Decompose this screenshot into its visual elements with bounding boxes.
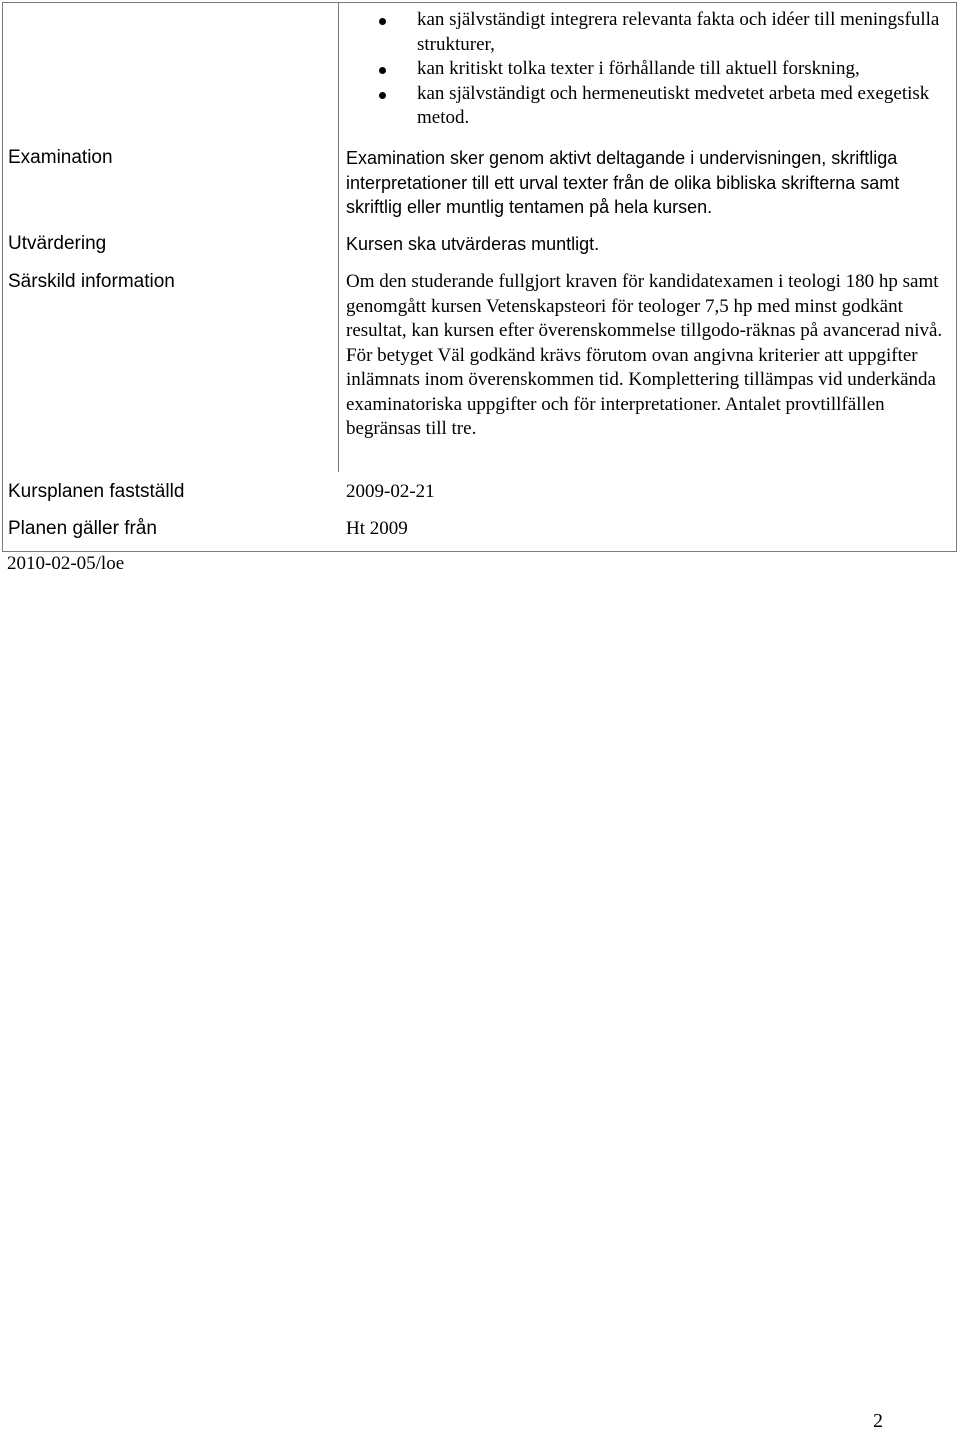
column-divider: [338, 3, 339, 472]
special-info-paragraph-1: Om den studerande fullgjort kraven för kandidatexamen i teologi 180 hp samt genomgått kursen Vetenskapsteori för teologer 7,5 hp med minst godkänt resultat, kan kursen efter överenskommelse tillgodo-räknas på avancerad nivå.: [346, 271, 943, 341]
outcome-text: kan självständigt och hermeneutiskt medvetet arbeta med exegetisk metod.: [417, 82, 930, 128]
established-value: 2009-02-21: [346, 481, 435, 502]
course-plan-table: [2, 2, 957, 552]
bullet-icon: [379, 67, 386, 74]
examination-label: Examination: [8, 147, 113, 168]
valid-from-value: Ht 2009: [346, 518, 408, 539]
list-item: [346, 82, 952, 131]
outcome-text: kan självständigt integrera relevanta fakta och idéer till meningsfulla strukturer,: [417, 9, 940, 55]
outcome-text: kan kritiskt tolka texter i förhållande till aktuell forskning,: [417, 58, 860, 79]
special-info-label: Särskild information: [8, 271, 175, 292]
examination-text: Examination sker genom aktivt deltagande i undervisningen, skriftliga interpretationer till ett urval texter från de olika bibliska skrifterna samt skriftlig eller muntlig tentamen på hela kursen.: [346, 148, 900, 217]
list-item: [346, 8, 952, 57]
list-item: [346, 57, 952, 82]
revision-note: 2010-02-05/loe: [7, 553, 125, 574]
page-number: 2: [873, 1410, 883, 1432]
established-label: Kursplanen fastställd: [8, 481, 185, 502]
examination-content: [346, 146, 952, 220]
valid-from-label: Planen gäller från: [8, 518, 157, 539]
special-info-content: [346, 270, 952, 442]
learning-outcomes-list: [346, 8, 952, 131]
bullet-icon: [379, 92, 386, 99]
evaluation-label: Utvärdering: [8, 233, 107, 254]
special-info-paragraph-2: För betyget Väl godkänd krävs förutom ovan angivna kriterier att uppgifter inlämnats inom överenskommen tid. Komplettering tillämpas vid underkända examinatoriska uppgifter och för interpretationer. Antalet provtillfällen begränsas till tre.: [346, 344, 936, 439]
bullet-icon: [379, 18, 386, 25]
evaluation-content: [346, 232, 952, 257]
evaluation-text: Kursen ska utvärderas muntligt.: [346, 234, 600, 254]
